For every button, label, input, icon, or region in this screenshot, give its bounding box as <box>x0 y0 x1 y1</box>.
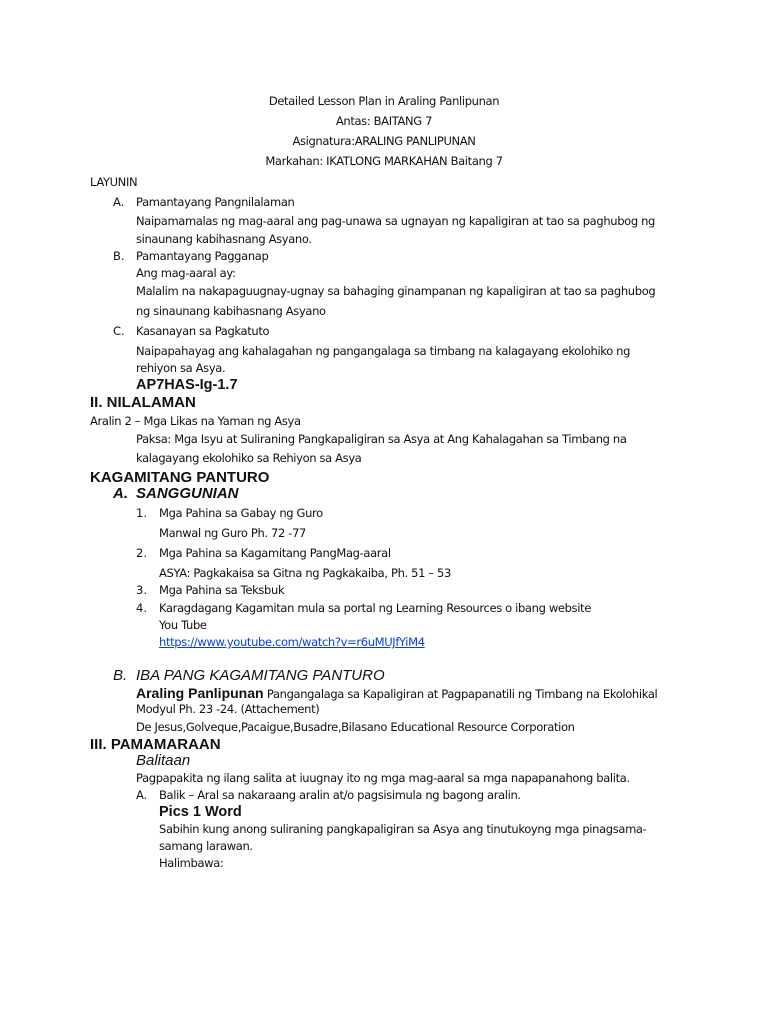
pics-1-word-title: Pics 1 Word <box>159 804 242 820</box>
halimbawa-label: Halimbawa: <box>159 856 224 870</box>
list-item-number: 3. <box>136 583 147 597</box>
list-item: Mga Pahina sa Gabay ng Guro <box>159 506 323 520</box>
list-item: Mga Pahina sa Teksbuk <box>159 583 285 597</box>
layunin-b-marker: B. <box>113 249 125 263</box>
sanggunian-title: SANGGUNIAN <box>136 485 239 502</box>
pics-instruction-line: samang larawan. <box>159 839 253 853</box>
list-item-number: 2. <box>136 546 147 560</box>
antas-line: Antas: BAITANG 7 <box>335 114 433 128</box>
module-pages: Modyul Ph. 23 -24. (Attachement) <box>136 702 320 716</box>
paksa-line: kalagayang ekolohiko sa Rehiyon sa Asya <box>136 451 362 465</box>
aralin-line: Aralin 2 – Mga Likas na Yaman ng Asya <box>90 414 301 428</box>
list-item-sub: ASYA: Pagkakaisa sa Gitna ng Pagkakaiba, Ph. 51 – 53 <box>159 566 451 580</box>
pamamaraan-heading: III. PAMAMARAAN <box>90 736 221 753</box>
layunin-b-title: Pamantayang Pagganap <box>136 249 269 263</box>
balik-aral-marker: A. <box>136 788 148 802</box>
youtube-link[interactable]: https://www.youtube.com/watch?v=r6uMUJfYiM4 <box>159 635 425 649</box>
layunin-a-line: sinaunang kabihasnang Asyano. <box>136 232 312 246</box>
kagamitan-heading: KAGAMITANG PANTURO <box>90 469 270 486</box>
layunin-a-title: Pamantayang Pangnilalaman <box>136 195 295 209</box>
layunin-a-line: Naipamamalas ng mag-aaral ang pag-unawa sa ugnayan ng kapaligiran at tao sa paghubog ng <box>136 214 655 228</box>
document-title: Detailed Lesson Plan in Araling Panlipunan <box>268 94 500 108</box>
asignatura-line: Asignatura:ARALING PANLIPUNAN <box>292 134 476 148</box>
nilalaman-heading: II. NILALAMAN <box>90 394 196 411</box>
layunin-c-line: rehiyon sa Asya. <box>136 361 226 375</box>
publisher-line: De Jesus,Golveque,Pacaigue,Busadre,Bilasano Educational Resource Corporation <box>136 720 575 734</box>
iba-pang-marker: B. <box>113 667 128 684</box>
layunin-heading: LAYUNIN <box>90 175 138 189</box>
list-item-sub: You Tube <box>159 618 207 632</box>
list-item-number: 4. <box>136 601 147 615</box>
layunin-a-marker: A. <box>113 195 125 209</box>
balik-aral-text: Balik – Aral sa nakaraang aralin at/o pagsisimula ng bagong aralin. <box>159 788 521 802</box>
layunin-c-title: Kasanayan sa Pagkatuto <box>136 324 270 338</box>
list-item-number: 1. <box>136 506 147 520</box>
balitaan-text: Pagpapakita ng ilang salita at iuugnay ito ng mga mag-aaral sa mga napapanahong balita. <box>136 771 630 785</box>
iba-pang-title: IBA PANG KAGAMITANG PANTURO <box>136 667 385 684</box>
list-item: Mga Pahina sa Kagamitang PangMag-aaral <box>159 546 391 560</box>
paksa-line: Paksa: Mga Isyu at Suliraning Pangkapaligiran sa Asya at Ang Kahalagahan sa Timbang na <box>136 432 627 446</box>
list-item: Karagdagang Kagamitan mula sa portal ng Learning Resources o ibang website <box>159 601 591 615</box>
competency-code: AP7HAS-Ig-1.7 <box>136 377 238 393</box>
layunin-b-line: ng sinaunang kabihasnang Asyano <box>136 304 326 318</box>
layunin-c-line: Naipapahayag ang kahalagahan ng pangangalaga sa timbang na kalagayang ekolohiko ng <box>136 344 631 358</box>
module-title: Pangangalaga sa Kapaligiran at Pagpapanatili ng Timbang na Ekolohikal <box>263 687 658 701</box>
layunin-c-marker: C. <box>113 324 125 338</box>
module-subject: Araling Panlipunan <box>136 685 264 701</box>
sanggunian-marker: A. <box>113 485 128 502</box>
pics-instruction-line: Sabihin kung anong suliraning pangkapaligiran sa Asya ang tinutukoyng mga pinagsama- <box>159 822 647 836</box>
list-item-sub: Manwal ng Guro Ph. 72 -77 <box>159 526 307 540</box>
markahan-line: Markahan: IKATLONG MARKAHAN Baitang 7 <box>265 154 503 168</box>
balitaan-title: Balitaan <box>136 752 191 769</box>
layunin-b-line: Malalim na nakapaguugnay-ugnay sa bahaging ginampanan ng kapaligiran at tao sa paghubog <box>136 284 656 298</box>
layunin-b-line: Ang mag-aaral ay: <box>136 266 236 280</box>
